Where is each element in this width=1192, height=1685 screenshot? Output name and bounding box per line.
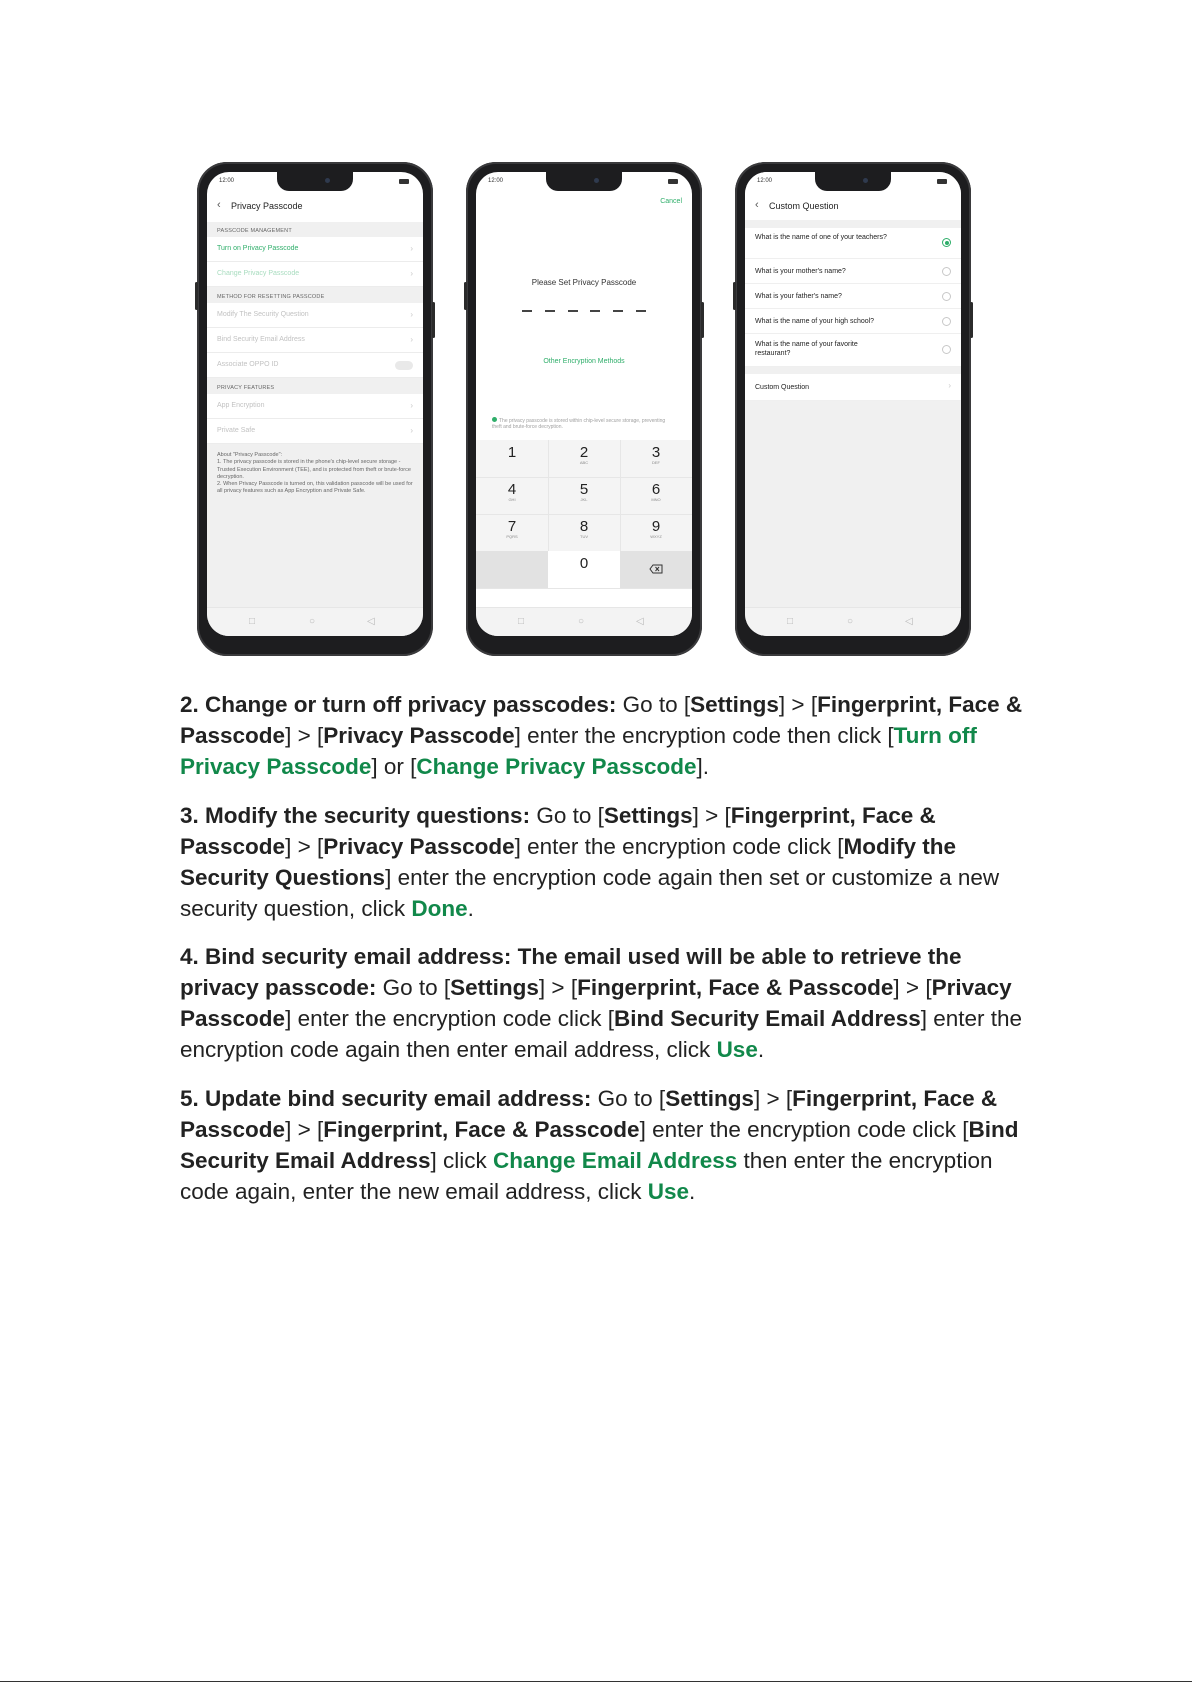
back-icon[interactable]: ‹	[755, 199, 759, 211]
text: ] enter the encryption code click [	[639, 1116, 969, 1142]
chevron-right-icon: ›	[410, 244, 413, 253]
text: ] > [	[893, 975, 932, 1000]
menu-ref: Fingerprint, Face & Passcode	[180, 1085, 998, 1142]
key-digit: 8	[579, 518, 589, 535]
key-letters: TUV	[580, 534, 588, 539]
toggle-switch[interactable]	[395, 361, 413, 370]
status-time: 12:00	[488, 178, 504, 184]
section-label: PRIVACY FEATURES	[217, 385, 275, 391]
item-label: Associate OPPO ID	[217, 361, 279, 368]
battery-icon	[668, 179, 678, 184]
question-text: What is the name of your favorite restaurant?	[755, 341, 858, 357]
key-4[interactable]	[476, 477, 549, 515]
item-label: Change Privacy Passcode	[217, 270, 300, 277]
key-letters: ABC	[579, 460, 589, 465]
question-option[interactable]	[745, 228, 961, 259]
square-icon[interactable]: □	[249, 616, 256, 627]
phone-screen	[207, 172, 423, 636]
digit-slot	[636, 310, 646, 312]
question-text: What is the name of one of your teachers?	[755, 234, 887, 241]
text: ] > [	[538, 975, 578, 1000]
question-text: What is the name of your high school?	[755, 318, 875, 325]
header	[745, 196, 961, 218]
highlight-option: Done	[411, 895, 468, 921]
menu-ref: Fingerprint, Face & Passcode	[180, 692, 1023, 748]
home-circle-icon[interactable]: ○	[847, 616, 854, 627]
menu-ref: Settings	[690, 692, 779, 717]
menu-ref: Bind Security Email Address	[180, 1116, 1019, 1173]
bind-email-item[interactable]	[207, 328, 423, 353]
change-passcode-item[interactable]	[207, 262, 423, 287]
key-1[interactable]	[476, 440, 549, 478]
page-title: Privacy Passcode	[231, 201, 303, 211]
menu-ref: Fingerprint, Face & Passcode	[323, 1116, 640, 1142]
status-time: 12:00	[757, 178, 773, 184]
battery-icon	[399, 179, 409, 184]
text: ].	[696, 754, 710, 779]
about-text	[217, 452, 413, 496]
text: ] > [	[285, 723, 324, 748]
info-dot-icon	[492, 417, 497, 422]
phone-privacy-passcode	[197, 162, 433, 656]
text: .	[757, 1037, 765, 1062]
key-digit: 9	[651, 518, 661, 535]
notch	[815, 172, 891, 191]
phone-custom-question	[735, 162, 971, 656]
square-icon[interactable]: □	[787, 616, 794, 627]
text: ] > [	[778, 692, 818, 717]
digit-slot	[613, 310, 623, 312]
back-triangle-icon[interactable]: ◁	[636, 616, 644, 627]
item-label: Modify The Security Question	[217, 311, 309, 318]
key-9[interactable]	[620, 514, 692, 552]
key-digit: 7	[507, 518, 517, 535]
item-label: Bind Security Email Address	[217, 336, 305, 343]
text: ] click	[430, 1147, 494, 1173]
text: ] enter the encryption code then click [	[514, 723, 894, 748]
key-3[interactable]	[620, 440, 692, 478]
backspace-key[interactable]	[620, 551, 692, 589]
menu-ref: Settings	[603, 802, 693, 828]
tee-note	[492, 417, 676, 430]
question-option[interactable]	[745, 284, 961, 309]
phone-screen	[745, 172, 961, 636]
section-label: PASSCODE MANAGEMENT	[217, 228, 292, 234]
highlight-option: Turn off Privacy Passcode	[180, 723, 977, 779]
chevron-right-icon: ›	[410, 335, 413, 344]
page-title: Custom Question	[769, 201, 839, 211]
chevron-right-icon: ›	[410, 269, 413, 278]
key-digit: 2	[579, 444, 589, 461]
text: Go to [	[530, 802, 604, 828]
step-5	[180, 1083, 1030, 1207]
item-label: Private Safe	[217, 427, 256, 434]
text: Go to [	[591, 1085, 666, 1111]
custom-question-label: Custom Question	[755, 384, 810, 391]
square-icon[interactable]: □	[518, 616, 525, 627]
back-triangle-icon[interactable]: ◁	[367, 616, 375, 627]
key-letters: PQRS	[506, 534, 518, 539]
step-4	[180, 941, 1030, 1065]
menu-ref: Privacy Passcode	[323, 723, 515, 748]
backspace-icon	[649, 564, 663, 574]
status-time: 12:00	[219, 178, 235, 184]
chevron-right-icon: ›	[410, 401, 413, 410]
about-title: About "Privacy Passcode":	[217, 452, 283, 458]
key-blank	[476, 551, 549, 589]
radio-icon[interactable]	[942, 345, 951, 354]
text: .	[689, 1178, 696, 1204]
digit-slot	[568, 310, 578, 312]
highlight-option: Change Privacy Passcode	[416, 754, 697, 779]
digit-slot	[545, 310, 555, 312]
key-digit: 3	[651, 444, 661, 461]
instructions	[180, 689, 1030, 1224]
tee-note-text: The privacy passcode is stored within chip-level secure storage, preventing theft and brute-force decryption.	[492, 418, 666, 430]
power-button	[701, 302, 704, 338]
question-option[interactable]	[745, 334, 961, 367]
key-digit: 5	[579, 481, 589, 498]
key-8[interactable]	[548, 514, 621, 552]
text: Go to [	[376, 975, 451, 1000]
highlight-option: Use	[647, 1178, 690, 1204]
chevron-right-icon: ›	[410, 310, 413, 319]
volume-button	[195, 282, 198, 310]
private-safe-item[interactable]	[207, 419, 423, 444]
radio-icon[interactable]	[942, 317, 951, 326]
phone-set-passcode	[466, 162, 702, 656]
nav-bar	[476, 607, 692, 636]
footer-rule	[0, 1681, 1192, 1682]
other-encryption-link[interactable]: Other Encryption Methods	[543, 358, 625, 365]
battery-icon	[937, 179, 947, 184]
chevron-right-icon: ›	[410, 426, 413, 435]
text: Go to [	[616, 692, 691, 717]
associate-oppo-item[interactable]	[207, 353, 423, 378]
question-text: What is your mother's name?	[755, 268, 846, 275]
nav-bar	[207, 607, 423, 636]
home-circle-icon[interactable]: ○	[578, 616, 585, 627]
camera-icon	[325, 178, 330, 183]
text: ] or [	[371, 754, 417, 779]
key-2[interactable]	[548, 440, 621, 478]
passcode-prompt: Please Set Privacy Passcode	[531, 278, 637, 287]
camera-icon	[594, 178, 599, 183]
text: ] enter the encryption code again then enter email address, click	[180, 1006, 1023, 1062]
item-label: Turn on Privacy Passcode	[217, 245, 299, 252]
digit-slot	[522, 310, 532, 312]
key-6[interactable]	[620, 477, 692, 515]
menu-ref: Fingerprint, Face & Passcode	[577, 975, 894, 1000]
back-icon[interactable]: ‹	[217, 199, 221, 211]
text: ] > [	[692, 802, 731, 828]
phone-screen	[476, 172, 692, 636]
key-letters: JKL	[580, 497, 588, 502]
step-heading: 2. Change or turn off privacy passcodes:	[180, 692, 617, 717]
step-2	[180, 689, 1030, 782]
key-digit: 0	[579, 555, 589, 572]
home-circle-icon[interactable]: ○	[309, 616, 316, 627]
settings-list	[207, 222, 423, 608]
camera-icon	[863, 178, 868, 183]
highlight-option: Change Email Address	[493, 1147, 738, 1173]
key-letters: WXYZ	[650, 534, 662, 539]
volume-button	[464, 282, 467, 310]
step-heading: 4. Bind security email address: The email used will be able to retrieve the privacy passcode:	[180, 944, 962, 1000]
key-digit: 4	[507, 481, 517, 498]
key-0[interactable]	[548, 551, 621, 589]
about-point-1: 1. The privacy passcode is stored in the phone's chip-level secure storage - Trusted Execution Environment (TEE), and is protected from theft or brute-force decryption.	[217, 459, 411, 480]
text: ] enter the encryption code click [	[514, 833, 844, 859]
power-button	[970, 302, 973, 338]
about-point-2: 2. When Privacy Passcode is turned on, this validation passcode will be used for all privacy features such as App Encryption and Private Safe.	[217, 481, 413, 495]
chevron-right-icon: ›	[948, 381, 951, 390]
question-option[interactable]	[745, 309, 961, 334]
menu-ref: Privacy Passcode	[323, 833, 515, 859]
menu-ref: Fingerprint, Face & Passcode	[180, 802, 936, 859]
radio-icon[interactable]	[942, 292, 951, 301]
menu-ref: Modify the Security Questions	[180, 833, 957, 890]
menu-ref: Bind Security Email Address	[613, 1006, 921, 1031]
text: ] > [	[753, 1085, 793, 1111]
step-heading: 5. Update bind security email address:	[180, 1085, 592, 1111]
menu-ref: Settings	[665, 1085, 754, 1111]
radio-selected-icon[interactable]	[942, 238, 951, 247]
key-digit: 6	[651, 481, 661, 498]
power-button	[432, 302, 435, 338]
key-letters: DEF	[652, 460, 660, 465]
turn-on-passcode-item[interactable]	[207, 237, 423, 262]
digit-slot	[590, 310, 600, 312]
key-letters: GHI	[508, 497, 516, 502]
modify-question-item[interactable]	[207, 303, 423, 328]
volume-button	[733, 282, 736, 310]
back-triangle-icon[interactable]: ◁	[905, 616, 913, 627]
text: ] > [	[285, 833, 324, 859]
key-letters: MNO	[651, 497, 661, 502]
menu-ref: Settings	[450, 975, 539, 1000]
text: ] enter the encryption code click [	[285, 1006, 614, 1031]
question-text: What is your father's name?	[755, 293, 842, 300]
question-option[interactable]	[745, 259, 961, 284]
item-label: App Encryption	[217, 402, 265, 409]
text: .	[467, 895, 474, 921]
app-encryption-item[interactable]	[207, 394, 423, 419]
key-5[interactable]	[548, 477, 621, 515]
header	[207, 196, 423, 218]
section-label: METHOD FOR RESETTING PASSCODE	[217, 294, 325, 300]
text: ] > [	[285, 1116, 324, 1142]
cancel-button[interactable]: Cancel	[660, 198, 682, 205]
step-3	[180, 800, 1030, 924]
key-7[interactable]	[476, 514, 549, 552]
radio-icon[interactable]	[942, 267, 951, 276]
highlight-option: Use	[716, 1037, 758, 1062]
step-heading: 3. Modify the security questions:	[180, 802, 531, 828]
text: ] enter the encryption code again then set or customize a new security question, click	[180, 864, 1000, 921]
key-digit: 1	[507, 444, 517, 461]
custom-question-item[interactable]	[745, 374, 961, 401]
nav-bar	[745, 607, 961, 636]
passcode-dashes	[522, 310, 646, 312]
menu-ref: Privacy Passcode	[180, 975, 1012, 1031]
notch	[546, 172, 622, 191]
notch	[277, 172, 353, 191]
numeric-keypad	[476, 440, 692, 588]
text: then enter the encryption code again, enter the new email address, click	[180, 1147, 993, 1204]
